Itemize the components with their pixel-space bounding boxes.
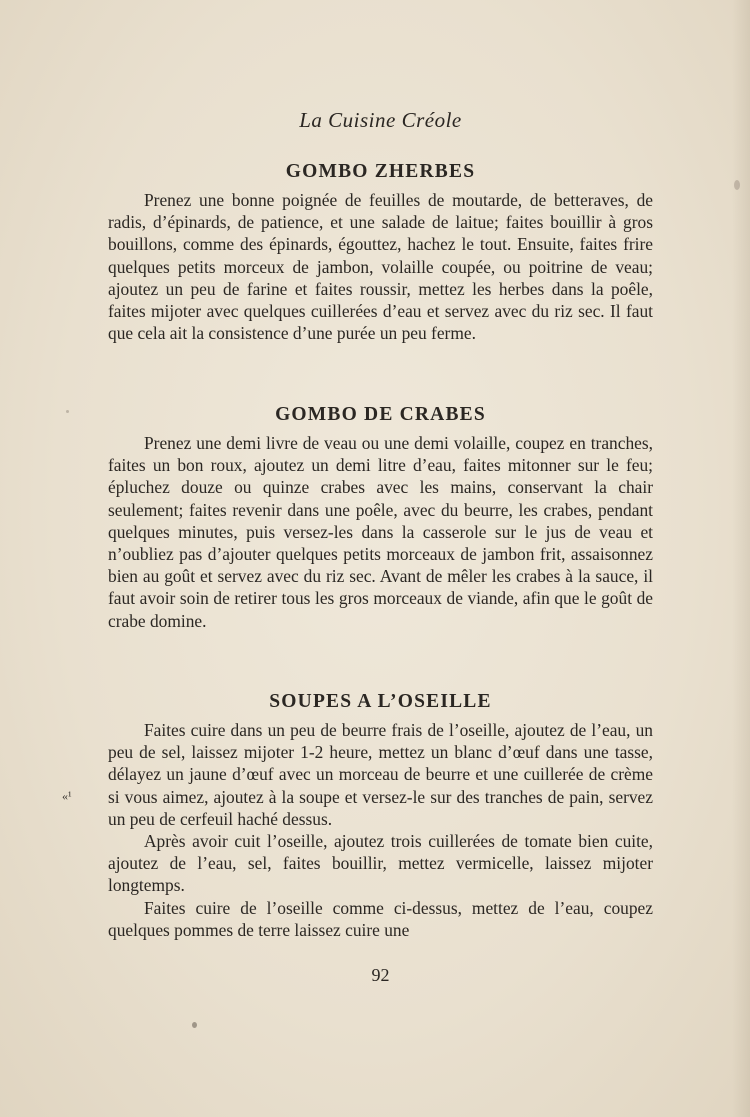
paper-speck [734,180,740,190]
paragraph: Faites cuire de l’oseille comme ci-dessus, mettez de l’eau, coupez quelques pommes de terre laissez cuire une [108,897,653,940]
paragraph: Prenez une demi livre de veau ou une demi volaille, coupez en tranches, faites un bon roux, ajoutez un demi litre d’eau, faites mitonner sur le feu; épluchez douze ou quinze crabes avec les mains, conservant la chair seulement; faites revenir dans une poêle, avec du beurre, les crabes, pendant quelques minutes, puis versez-les dans la casserole sur le jus de veau et n’oubliez pas d’ajouter quelques petits morceaux de jambon frit, assaisonnez bien au goût et servez avec du riz sec. Avant de mêler les crabes à la sauce, il faut avoir soin de retirer tous les gros morceaux de viande, afin que le goût de crabe domine. [108,433,653,631]
paragraph: Prenez une bonne poignée de feuilles de moutarde, de betteraves, de radis, d’épinards, de patience, et une salade de laitue; faites bouillir à gros bouillons, comme des épinards, égouttez, hachez le tout. Ensuite, faites frire quelques petits morceux de jambon, volaille coupée, ou poitrine de veau; ajoutez un peu de farine et faites roussir, mettez les herbes dans la poêle, faites mijoter avec quelques cuillerées d’eau et servez avec du riz sec. Il faut que cela ait la consistence d’une purée un peu ferme. [108,190,653,344]
page-number: 92 [371,965,390,985]
margin-mark: «¹ [62,789,72,803]
paper-speck [66,410,69,413]
section-heading: GOMBO ZHERBES [285,161,476,182]
page-edge-shadow [732,0,750,1117]
section-heading: SOUPES A L’OSEILLE [269,691,492,712]
section-gombo-zherbes [108,158,653,344]
running-head: La Cuisine Créole [299,108,462,132]
section-soupes-a-l-oseille [108,688,653,941]
paper-speck [192,1022,197,1028]
paragraph: Après avoir cuit l’oseille, ajoutez trois cuillerées de tomate bien cuite, ajoutez de l’eau, sel, faites bouillir, mettez vermicelle, laissez mijoter longtemps. [108,831,653,896]
section-heading: GOMBO DE CRABES [275,404,486,425]
paragraph: Faites cuire dans un peu de beurre frais de l’oseille, ajoutez de l’eau, un peu de sel, laissez mijoter 1-2 heure, mettez un blanc d’œuf dans une tasse, délayez un jaune d’œuf avec un morceau de beurre et une cuillerée de crème si vous aimez, ajoutez à la soupe et versez-le sur des tranches de pain, servez un peu de cerfeuil haché dessus. [108,720,653,829]
section-gombo-de-crabes [108,401,653,632]
